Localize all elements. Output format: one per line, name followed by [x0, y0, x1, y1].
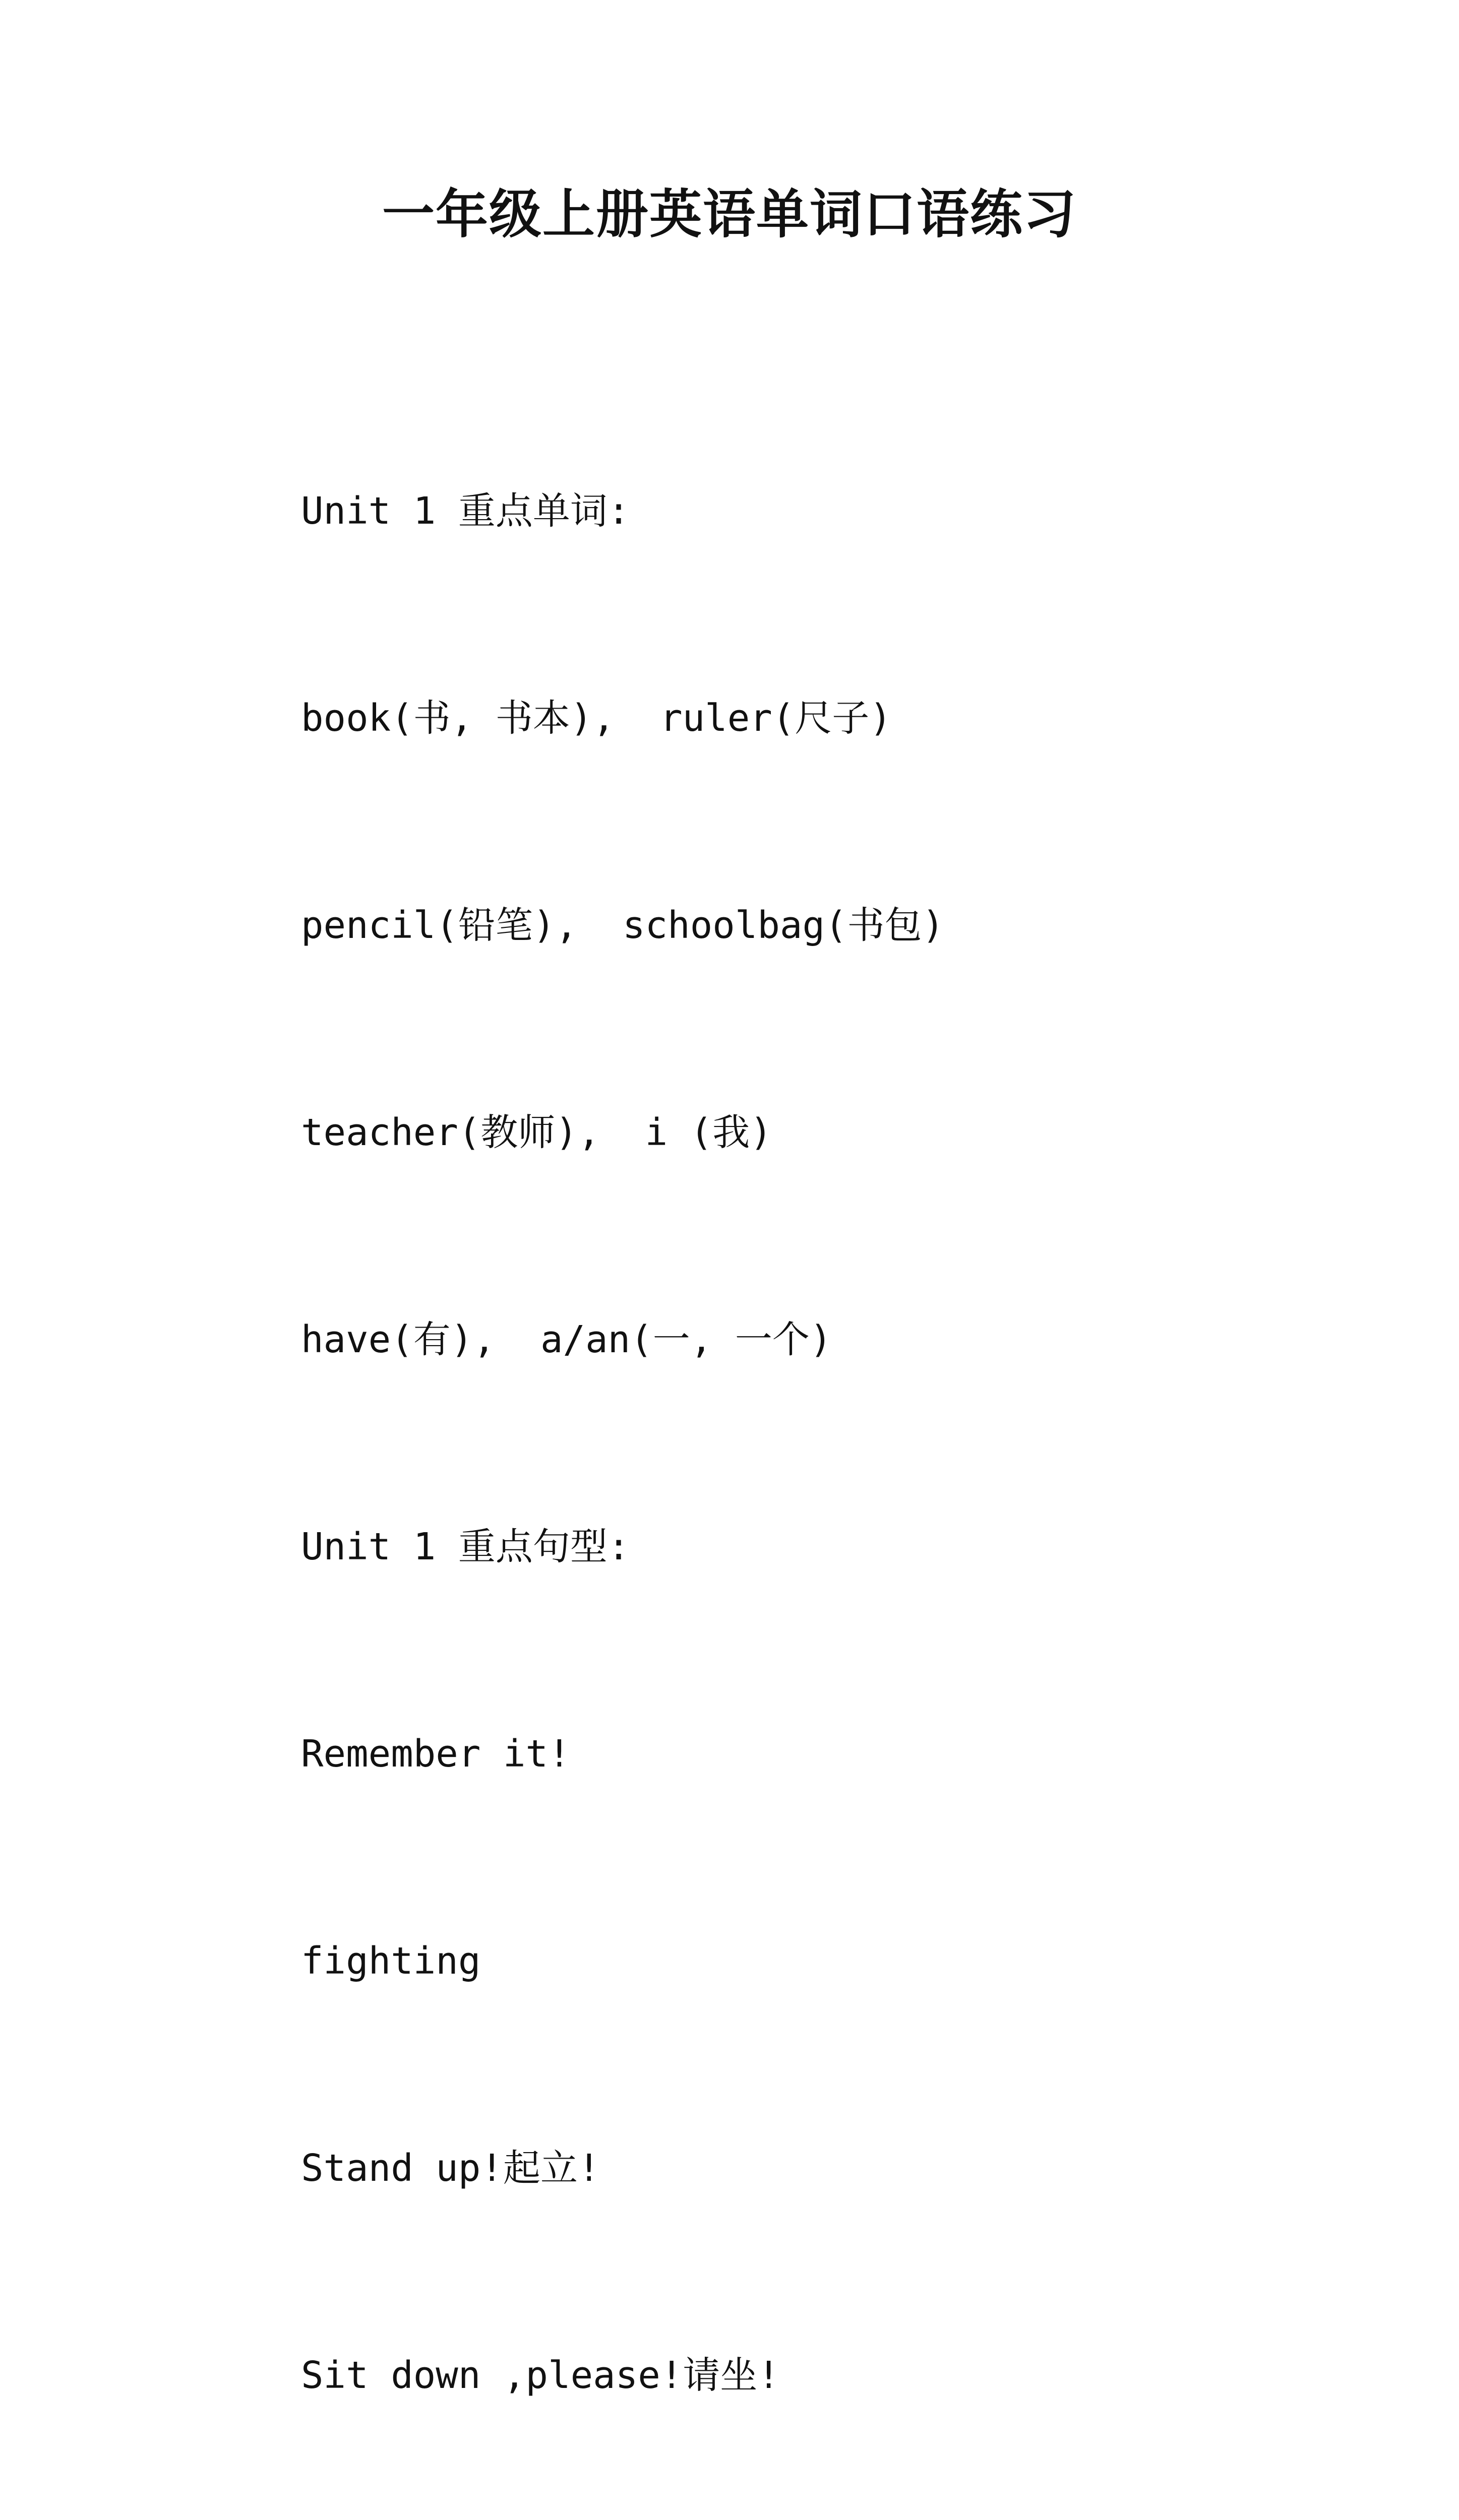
section-heading-unit1-sentences: Unit 1 重点句型: [301, 1525, 630, 1568]
vocab-line: teacher(教师), i (我) [301, 1111, 772, 1154]
vocab-line: book(书, 书本), ruler(尺子) [301, 697, 892, 740]
sentence-line: fighting [301, 1939, 481, 1983]
sentence-line: Sit down ,please!请坐! [301, 2354, 780, 2397]
section-heading-unit1-words: Unit 1 重点单词: [301, 489, 630, 533]
sentence-line: Remember it! [301, 1732, 571, 1776]
page-title: 一年级上册英语单词口语练习 [382, 183, 1077, 245]
document-body [301, 339, 1360, 2520]
sentence-line: Stand up!起立! [301, 2147, 600, 2190]
vocab-line: have(有), a/an(一, 一个) [301, 1318, 832, 1361]
vocab-line: pencil(铅笔), schoolbag(书包) [301, 904, 945, 947]
